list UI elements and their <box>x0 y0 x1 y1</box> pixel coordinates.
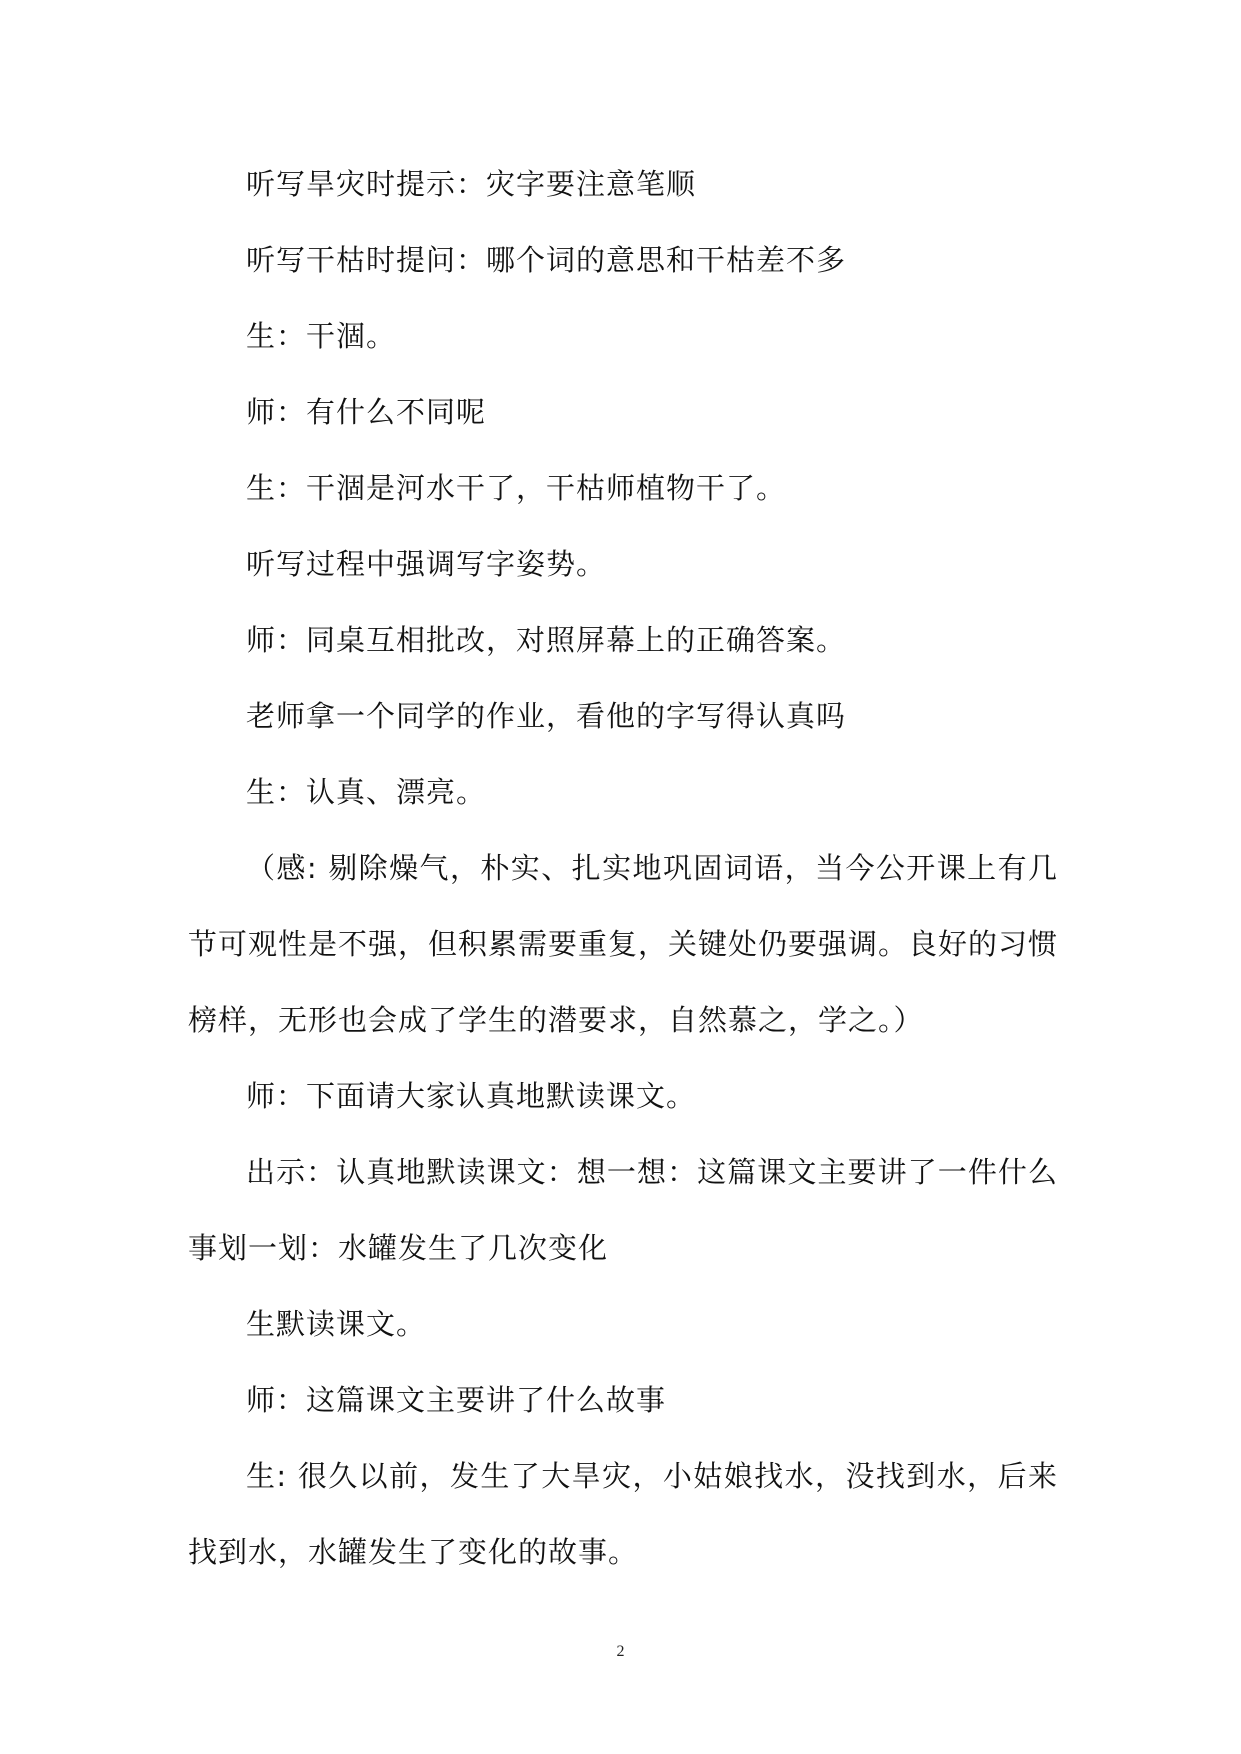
paragraph: 师：有什么不同呢 <box>246 395 487 429</box>
paragraph: 出示：认真地默读课文：想一想：这篇课文主要讲了一件什么事划一划：水罐发生了几次变化 <box>188 1155 1058 1265</box>
paragraph: 生默读课文。 <box>246 1307 427 1341</box>
page-number: 2 <box>616 1643 625 1660</box>
paragraph: 师：这篇课文主要讲了什么故事 <box>246 1383 667 1417</box>
paragraph: 老师拿一个同学的作业，看他的字写得认真吗 <box>246 699 847 733</box>
paragraph: 生：干涸。 <box>246 319 397 353</box>
document-body <box>188 146 1058 1590</box>
paragraph: 听写旱灾时提示：灾字要注意笔顺 <box>246 167 697 201</box>
paragraph: 师：同桌互相批改，对照屏幕上的正确答案。 <box>246 623 847 657</box>
paragraph: 听写干枯时提问：哪个词的意思和干枯差不多 <box>246 243 847 277</box>
paragraph: 生: 很久以前，发生了大旱灾，小姑娘找水，没找到水，后来找到水，水罐发生了变化的故事。 <box>188 1459 1058 1569</box>
paragraph: 生：认真、漂亮。 <box>246 775 487 809</box>
paragraph: （感: 剔除燥气，朴实、扎实地巩固词语，当今公开课上有几节可观性是不强，但积累需要重复，关键处仍要强调。良好的习惯榜样，无形也会成了学生的潜要求，自然慕之，学之。） <box>188 851 1059 1037</box>
paragraph: 听写过程中强调写字姿势。 <box>246 547 607 581</box>
paragraph: 生：干涸是河水干了，干枯师植物干了。 <box>246 471 787 505</box>
paragraph: 师：下面请大家认真地默读课文。 <box>246 1079 697 1113</box>
